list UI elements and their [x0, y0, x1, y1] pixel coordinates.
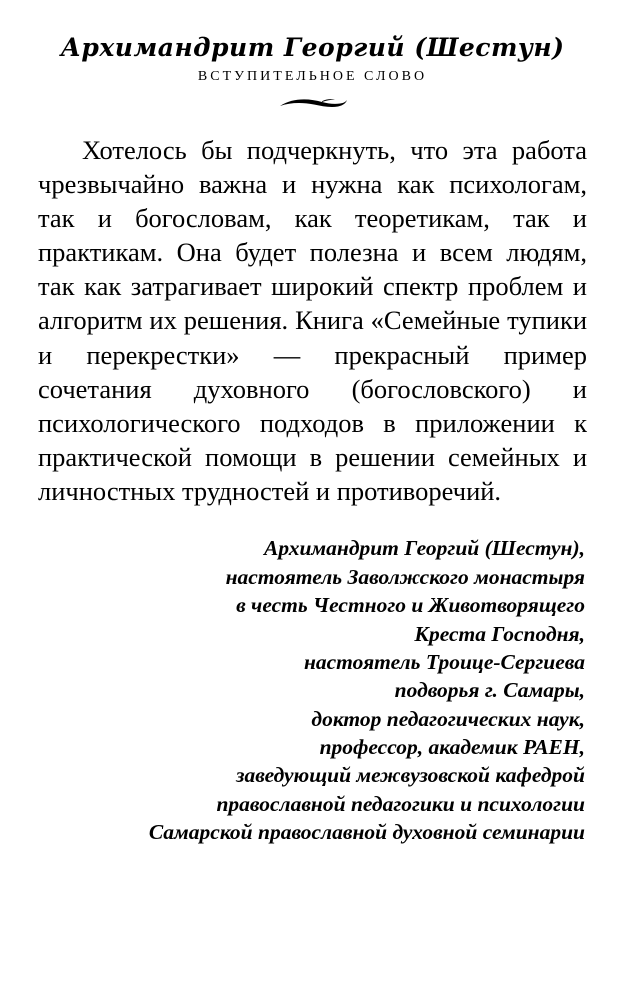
- signature-line: заведующий межвузовской кафедрой: [236, 763, 585, 788]
- leaf-swash-ornament-icon: [278, 95, 348, 111]
- signature-line: Креста Господня,: [414, 621, 585, 646]
- signature-line: настоятель Троице-Сергиева: [303, 649, 585, 674]
- signature-line: православной педагогики и психологии: [216, 791, 585, 816]
- signature-line: подворья г. Самары,: [394, 678, 585, 703]
- signature-line: Архимандрит Георгий (Шестун),: [264, 536, 585, 561]
- signature-block: [38, 534, 587, 846]
- signature-line: настоятель Заволжского монастыря: [225, 564, 585, 589]
- signature-line: профессор, академик РАЕН,: [319, 735, 585, 760]
- foreword-paragraph: Хотелось бы подчеркнуть, что эта работа чрезвычайно важна и нужна как психологам, так и богословам, как теоретикам, так и практикам. Она будет полезна и всем людям, так как затрагивает широкий спектр проблем и алгоритм их решения. Книга «Семейные тупики и перекрестки» — прекрасный пример сочетания духовного (богословского) и психологического подходов в приложении к практической помощи в решении семейных и личностных трудностей и противоречий.: [38, 134, 587, 507]
- signature-line: доктор педагогических наук,: [311, 706, 585, 731]
- header-author-name: Архимандрит Георгий (Шестун): [60, 33, 565, 62]
- signature-line: в честь Честного и Животворящего: [236, 593, 585, 618]
- header-section-label: ВСТУПИТЕЛЬНОЕ СЛОВО: [197, 68, 428, 84]
- foreword-body: [38, 133, 587, 509]
- page-header: [38, 34, 587, 111]
- signature-line: Самарской православной духовной семинарии: [148, 820, 585, 845]
